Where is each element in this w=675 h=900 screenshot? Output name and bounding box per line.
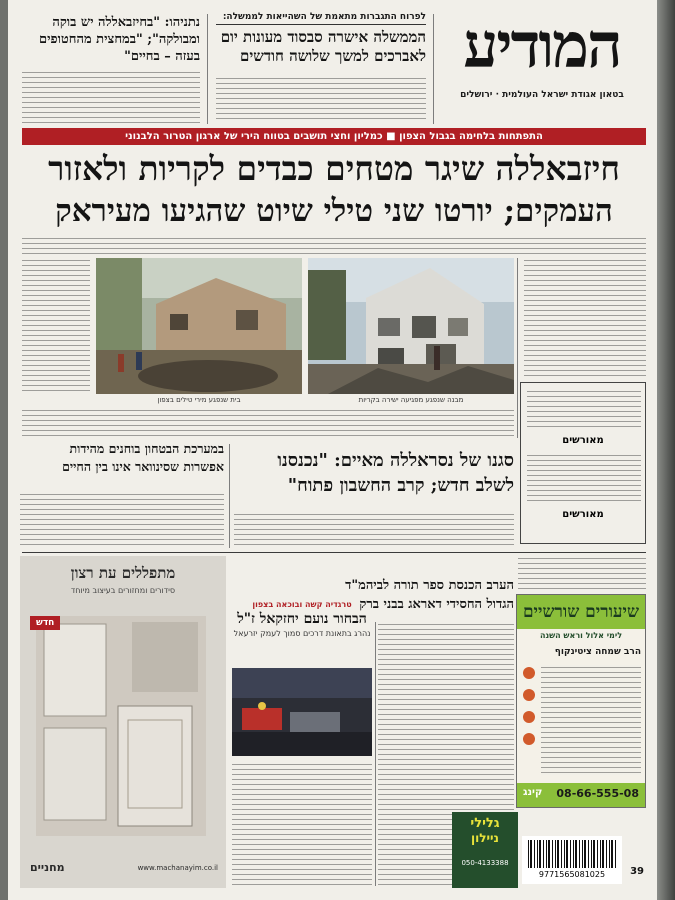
nasrallah-line1: סגנו של נסראללה מאיים: "נכנסנו xyxy=(277,450,514,471)
photo-accident-scene xyxy=(232,668,372,756)
publisher-website: www.machanayim.co.il xyxy=(137,864,218,872)
tragedy-kicker: טרגדיה קשה ובוכאה בצפון xyxy=(252,600,352,609)
barcode-number: 9771565081025 xyxy=(538,870,606,879)
left-teaser xyxy=(22,14,200,74)
barcode xyxy=(522,836,622,884)
prayer-ad-subtitle: סידורים ומחזורים בעיצוב מיוחד xyxy=(70,586,176,595)
galili-subtitle: ניילון xyxy=(470,831,499,845)
new-badge: חדש xyxy=(30,616,60,630)
prayer-ad-title: מתפללים עת רצון xyxy=(70,564,176,582)
main-headline-line2: העמקים; יורטו שני טילי שיוט שהגיעו מעיראק xyxy=(55,193,613,229)
barcode-bars xyxy=(528,840,616,868)
masthead xyxy=(442,10,642,120)
shiurim-title: שיעורים שורשיים xyxy=(522,602,640,622)
tragedy-headline: הבחור נועם יחזקאל ז"ל xyxy=(237,611,367,627)
publisher-logo: מחניים xyxy=(30,861,65,874)
center-teaser-kicker: לפרוח התגברות מתאמת של השהייאות לממשלה: xyxy=(216,12,426,25)
photo-damaged-house xyxy=(96,258,302,394)
nasrallah-line2: לשלב חדש; קרב החשבון פתוח" xyxy=(287,475,514,496)
shiurim-title-banner xyxy=(517,595,645,629)
death-notices xyxy=(520,382,646,544)
security-headline xyxy=(20,440,224,490)
torah-line1: הערב הכנסת ספר תורה לביהמ"ד xyxy=(345,578,514,593)
shiurim-subtitle: לימי אלול וראש השנה xyxy=(539,631,623,640)
photo-left-caption: בית שנפגע מירי טילים בצפון xyxy=(157,396,241,404)
masthead-subtitle: בטאון אגודת ישראל העולמית · ירושלים xyxy=(460,90,624,100)
center-teaser-headline: הממשלה אישרה סבסוד מעונות יום לאברכים למשך שלושה חודשים xyxy=(220,28,426,65)
main-headline-line1: חיזבאללה שיגר מטחים כבדים לקריות ולאזור xyxy=(48,149,620,188)
security-line2: אפשרות שסינוואר אינו בין החיים xyxy=(62,459,224,474)
shiurim-phone: 08-66-555-08 xyxy=(556,787,639,800)
brand-logo: קינג xyxy=(523,787,543,798)
death-notice-label-2: מאורשים xyxy=(562,509,604,520)
nasrallah-headline xyxy=(234,448,514,508)
left-teaser-quote: נתניהו: "בחיזבאללה יש בוקה ומבולקה"; "במחצית מהחטופים בעזה – בחיים" xyxy=(39,15,200,64)
prayer-book-ad xyxy=(20,556,226,888)
main-headline xyxy=(22,148,646,236)
galili-phone: 050-4133388 xyxy=(461,859,509,867)
galili-title: גלילי xyxy=(470,816,500,831)
page-number: 39 xyxy=(630,866,644,877)
photo-damaged-building xyxy=(308,258,514,394)
newspaper-page xyxy=(8,0,660,900)
shiurim-bullets xyxy=(521,667,535,767)
galili-ad xyxy=(452,812,518,888)
page-edge-shadow xyxy=(657,0,675,900)
security-line1: במערכת הבטחון בוחנים מהידות xyxy=(69,441,224,456)
tragedy-story xyxy=(232,600,372,664)
breaking-red-bar xyxy=(22,128,646,145)
shiurim-ad xyxy=(516,594,646,808)
book-stack-image xyxy=(36,616,206,836)
death-notice-label-1: מאורשים xyxy=(562,435,604,446)
masthead-title: המודיע xyxy=(463,10,621,82)
shiurim-phone-bar xyxy=(517,783,645,807)
tragedy-subhead: נהרג בתאונת דרכים סמוך לעמק יזרעאל xyxy=(233,629,371,638)
red-bar-text: התפתחות בלחימה בגבול הצפון ■ כמליון וחצי תושבים בטווח הירי של ארגון הטרור הלבנוני xyxy=(125,131,543,142)
torah-line2: הגדול החסידי דאראג בבני ברק xyxy=(359,597,514,612)
shiurim-rav: הרב שמחה ציטינקוף xyxy=(554,647,641,657)
photo-right-caption: מבנה שנפגע מפגיעה ישירה בקריות xyxy=(358,396,464,404)
